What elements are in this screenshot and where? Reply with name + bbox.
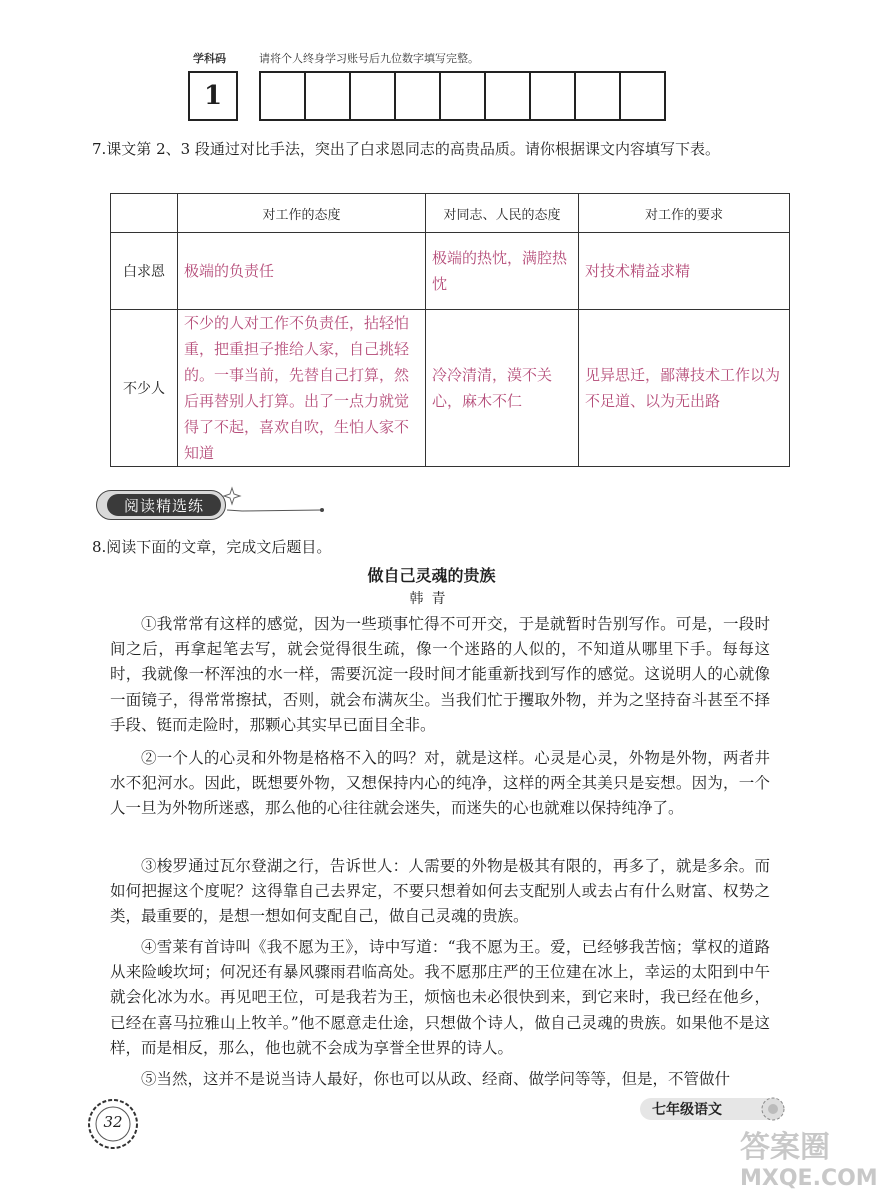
table-header-corner [111,194,178,233]
article-paragraph-3: ③梭罗通过瓦尔登湖之行，告诉世人：人需要的外物是极其有限的，再多了，就是多余。而如何把握这个度呢？这得靠自己去界定，不要只想着如何去支配别人或去占有什么财富、权势之类，最重要的，是想一想如何支配自己，做自己灵魂的贵族。 [110,857,770,926]
attitude-table [110,193,790,467]
table-header-row [111,194,790,233]
table-header-people-attitude: 对同志、人民的态度 [426,194,579,233]
answer-cell: 极端的负责任 [178,233,426,310]
section-badge-label: 阅读精选练 [107,494,221,516]
footer-book-title: 七年级语文 [652,1102,722,1118]
table-row [111,310,790,467]
subject-code-box [188,71,238,121]
account-digit-box[interactable] [349,71,396,121]
watermark [740,1130,878,1200]
question-8-text: 8.阅读下面的文章，完成文后题目。 [92,538,332,556]
row-label-bethune: 白求恩 [111,233,178,310]
article-paragraph-5: ⑤当然，这并不是说当诗人最好，你也可以从政、经商、做学问等等，但是，不管做什 [141,1070,731,1088]
account-digit-box[interactable] [259,71,306,121]
article-author: 韩青 [409,591,454,607]
subject-code-value: 1 [203,81,223,111]
account-digit-box[interactable] [619,71,666,121]
article-paragraph-1: ①我常常有这样的感觉，因为一些琐事忙得不可开交，于是就暂时告别写作。可是，一段时间之后，再拿起笔去写，就会觉得很生疏，像一个迷路的人似的，不知道从哪里下手。每每这时，我就像一杯浑浊的水一样，需要沉淀一段时间才能重新找到写作的感觉。这说明人的心就像一面镜子，得常常擦拭，否则，就会布满灰尘。当我们忙于攫取外物，并为之坚持奋斗甚至不择手段、铤而走险时，那颗心其实早已面目全非。 [110,615,770,734]
account-digit-box[interactable] [529,71,576,121]
section-badge [96,490,226,520]
table-header-work-attitude: 对工作的态度 [178,194,426,233]
account-digit-box[interactable] [484,71,531,121]
page-number: 32 [103,1113,123,1131]
account-digit-box[interactable] [304,71,351,121]
subject-code-label: 学科码 [193,52,226,65]
row-label-many-people: 不少人 [111,310,178,467]
answer-cell: 不少的人对工作不负责任，拈轻怕重，把重担子推给人家，自己挑轻的。一事当前，先替自己打算，然后再替别人打算。出了一点力就觉得了不起，喜欢自吹，生怕人家不知道 [178,310,426,467]
account-digit-box[interactable] [439,71,486,121]
sparkle-decoration-icon [222,480,332,520]
answer-cell: 对技术精益求精 [579,233,790,310]
account-digit-box[interactable] [574,71,621,121]
article-title: 做自己灵魂的贵族 [367,566,496,585]
article-paragraph-4: ④雪莱有首诗叫《我不愿为王》，诗中写道：“我不愿为王。爱，已经够我苦恼；掌权的道路从来险峻坎坷；何况还有暴风骤雨君临高处。我不愿那庄严的王位建在冰上，幸运的太阳到中午就会化冰为水。再见吧王位，可是我若为王，烦恼也未必很快到来，到它来时，我已经在他乡，已经在喜马拉雅山上牧羊。”他不愿意走仕途，只想做个诗人，做自己灵魂的贵族。如果他不是这样，而是相反，那么，他也就不会成为享誉全世界的诗人。 [110,938,770,1057]
footer-book-tab [640,1094,790,1124]
answer-cell: 见异思迁，鄙薄技术工作以为不足道、以为无出路 [579,310,790,467]
table-row [111,233,790,310]
answer-cell: 冷冷清清，漠不关心，麻木不仁 [426,310,579,467]
account-digit-box[interactable] [394,71,441,121]
watermark-text: 答案圈 MXQE.COM [740,1130,878,1191]
table-header-work-demand: 对工作的要求 [579,194,790,233]
account-instruction: 请将个人终身学习账号后九位数字填写完整。 [259,52,479,65]
account-digit-boxes [259,71,666,121]
article-paragraph-2: ②一个人的心灵和外物是格格不入的吗？对，就是这样。心灵是心灵，外物是外物，两者井水不犯河水。因此，既想要外物，又想保持内心的纯净，这样的两全其美只是妄想。因为，一个人一旦为外物所迷惑，那么他的心往往就会迷失，而迷失的心也就难以保持纯净了。 [110,749,770,818]
flower-decoration-icon [758,1094,788,1124]
answer-cell: 极端的热忱，满腔热忱 [426,233,579,310]
question-7-text: 7.课文第 2、3 段通过对比手法，突出了白求恩同志的高贵品质。请你根据课文内容填写下表。 [92,140,720,158]
